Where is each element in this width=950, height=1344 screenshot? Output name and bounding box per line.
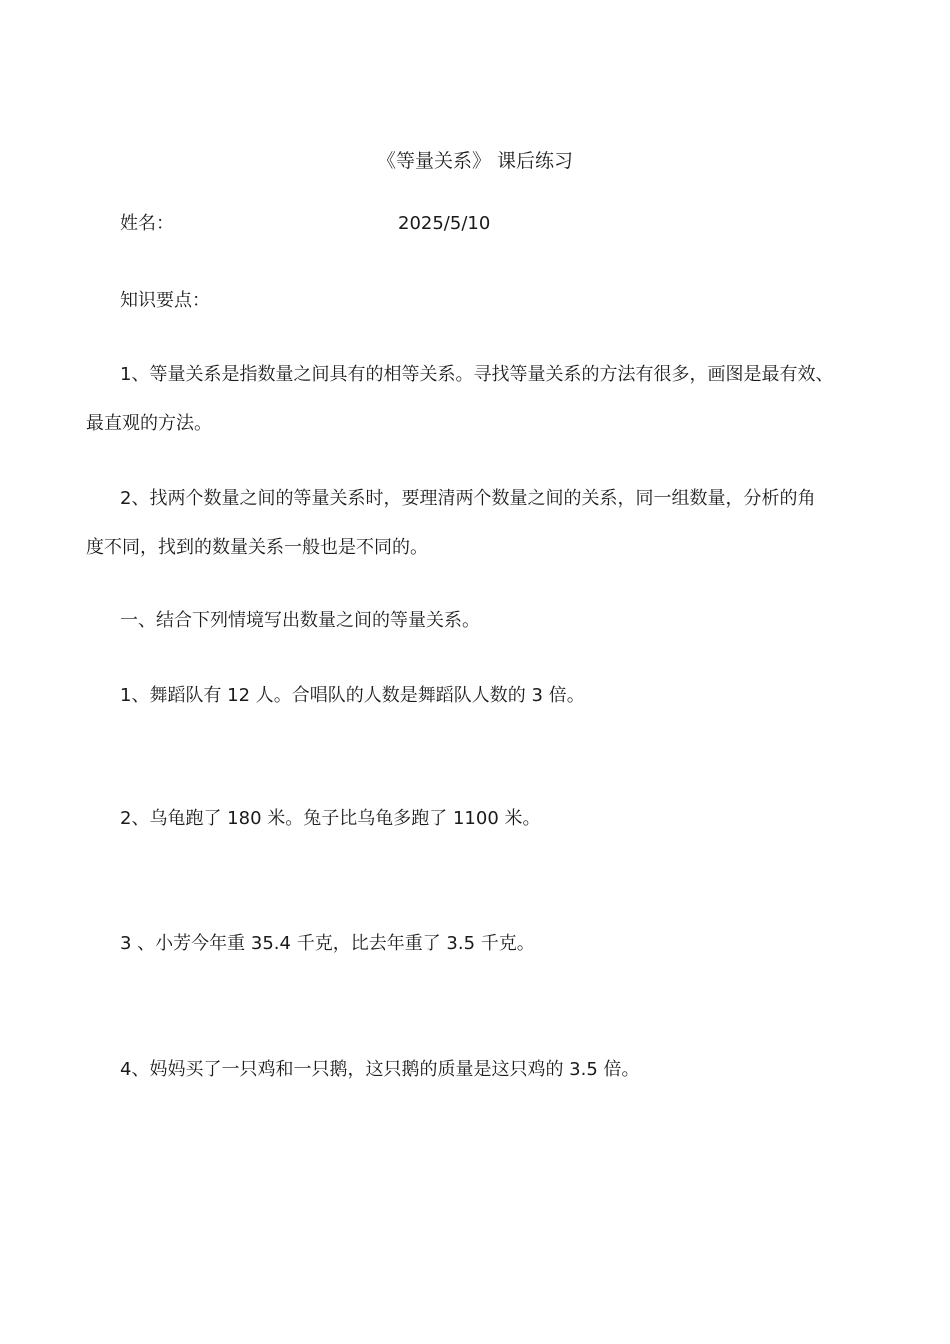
date-text: 2025/5/10 <box>398 213 491 234</box>
question-4: 4、妈妈买了一只鸡和一只鹅，这只鹅的质量是这只鸡的 3.5 倍。 <box>120 1059 640 1080</box>
section-1-heading: 一、结合下列情境写出数量之间的等量关系。 <box>120 610 480 631</box>
knowledge-heading: 知识要点： <box>120 290 210 311</box>
point-2-line-1: 2、找两个数量之间的等量关系时，要理清两个数量之间的关系，同一组数量，分析的角 <box>120 488 816 509</box>
question-1: 1、舞蹈队有 12 人。合唱队的人数是舞蹈队人数的 3 倍。 <box>120 685 585 706</box>
page-title: 《等量关系》 课后练习 <box>376 150 574 172</box>
point-2-line-2: 度不同，找到的数量关系一般也是不同的。 <box>86 537 428 558</box>
point-1-line-1: 1、等量关系是指数量之间具有的相等关系。寻找等量关系的方法有很多，画图是最有效、 <box>120 364 834 385</box>
name-label: 姓名： <box>120 213 174 234</box>
point-1-line-2: 最直观的方法。 <box>86 413 212 434</box>
question-3: 3 、小芳今年重 35.4 千克，比去年重了 3.5 千克。 <box>120 933 535 954</box>
question-2: 2、乌龟跑了 180 米。兔子比乌龟多跑了 1100 米。 <box>120 808 541 829</box>
